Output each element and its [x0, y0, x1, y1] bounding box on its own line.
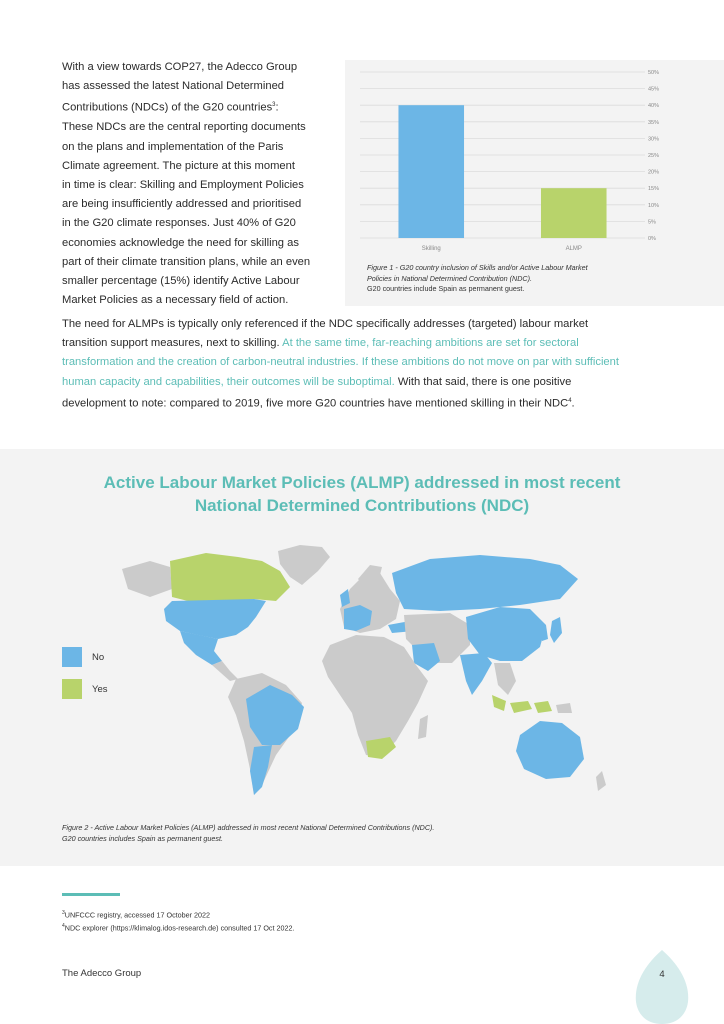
- map-region-china: [466, 607, 546, 661]
- footnotes: [62, 908, 295, 934]
- map-region-greenland: [278, 545, 330, 585]
- map-region-japan: [550, 617, 562, 643]
- legend-yes: [62, 679, 108, 699]
- y-tick-label: 10%: [648, 202, 660, 209]
- map-region-png: [556, 703, 572, 713]
- map-region-canada: [170, 553, 290, 601]
- map-title-line: Active Labour Market Policies (ALMP) addressed in most recent: [103, 473, 621, 492]
- caption-line: Figure 1 - G20 country inclusion of Skills and/or Active Labour Market: [367, 263, 588, 272]
- y-tick-label: 45%: [648, 86, 660, 93]
- y-tick-label: 0%: [648, 236, 656, 242]
- footnote-ref: 4: [568, 397, 572, 404]
- page-number: 4: [659, 969, 665, 980]
- map-region-australia: [516, 721, 584, 779]
- footnote-item: [62, 921, 295, 934]
- legend-label-yes: Yes: [92, 683, 108, 695]
- body-text: The need for ALMPs is typically only referenced if the NDC specifically addresses (targeted) labour market transition support measures, next to skilling.: [62, 318, 589, 350]
- intro-line: Climate agreement. The picture at this moment: [62, 159, 295, 172]
- intro-line: With a view towards COP27, the Adecco Group: [62, 61, 298, 73]
- map-region-usa: [164, 599, 266, 639]
- map-region-alaska: [122, 561, 172, 597]
- legend-swatch-yes: [62, 679, 82, 699]
- legend-no: [62, 647, 104, 667]
- footnote-text: NDC explorer (https://klimalog.idos-research.de) consulted 17 Oct 2022.: [64, 923, 295, 933]
- world-map: [0, 449, 724, 866]
- legend-label-no: No: [92, 651, 105, 663]
- footnote-item: [62, 908, 295, 921]
- bar-skilling: [398, 105, 464, 238]
- caption-line: Policies in National Determined Contribution (NDC).: [367, 273, 532, 283]
- map-region-africa: [322, 635, 428, 757]
- x-tick-label: ALMP: [565, 246, 582, 252]
- map-region-central-america: [212, 661, 238, 681]
- continuation-paragraph: [62, 315, 622, 414]
- figure-1-panel: [345, 60, 724, 306]
- intro-line: are being insufficiently addressed and prioritised: [62, 198, 302, 211]
- intro-paragraph: [62, 58, 337, 310]
- figure-1-caption: [367, 263, 667, 295]
- map-region-indonesia-1: [492, 695, 506, 711]
- intro-line: economies acknowledge the need for skilling as: [62, 236, 299, 249]
- map-region-se-asia: [494, 663, 516, 695]
- caption-line: Figure 2 - Active Labour Market Policies (ALMP) addressed in most recent National Determined Contributions (NDC).: [62, 823, 435, 832]
- y-tick-label: 35%: [648, 119, 660, 126]
- map-region-new-zealand: [596, 771, 606, 791]
- caption-line: G20 countries includes Spain as permanent guest.: [62, 834, 224, 843]
- map-section: [0, 449, 724, 866]
- y-tick-label: 20%: [648, 169, 660, 176]
- body-punct: .: [571, 397, 575, 410]
- y-tick-label: 5%: [648, 219, 656, 226]
- intro-line: Market Policies as a necessary field of action.: [62, 294, 289, 307]
- intro-line: has assessed the latest National Determined: [62, 80, 285, 93]
- map-region-russia: [392, 555, 578, 611]
- map-region-madagascar: [418, 715, 428, 739]
- map-title-line: National Determined Contributions (NDC): [194, 496, 530, 515]
- intro-line: Contributions (NDCs) of the G20 countries: [62, 102, 273, 115]
- y-tick-label: 40%: [648, 103, 660, 110]
- footnote-text: UNFCCC registry, accessed 17 October 2022: [64, 910, 211, 920]
- y-tick-label: 50%: [648, 70, 660, 76]
- intro-line: part of their climate transition plans, while an even: [62, 255, 311, 268]
- caption-line: G20 countries include Spain as permanent guest.: [367, 284, 525, 293]
- footer-organization: The Adecco Group: [62, 968, 142, 979]
- intro-line: in time is clear: Skilling and Employment Policies: [62, 178, 304, 191]
- intro-line: These NDCs are the central reporting documents: [62, 121, 306, 134]
- y-tick-label: 30%: [648, 136, 660, 143]
- bar-chart: [345, 60, 724, 260]
- page-leaf-icon: [632, 950, 692, 1024]
- highlighted-text: At the same time, far-reaching ambitions are set for sectoral transformation and the creation of carbon-neutral industries. If these ambitions do not move on par with sufficient human capacity and capabilities, their outcomes will be suboptimal.: [62, 337, 619, 388]
- map-region-indonesia-2: [510, 701, 532, 713]
- bar-almp: [541, 188, 607, 238]
- intro-line: on the plans and implementation of the Paris: [62, 140, 284, 153]
- x-tick-label: Skilling: [421, 246, 441, 252]
- footnote-ref: 3: [272, 102, 276, 109]
- intro-line: in the G20 climate responses. Just 40% of G20: [62, 217, 296, 230]
- legend-swatch-no: [62, 647, 82, 667]
- intro-line: smaller percentage (15%) identify Active Labour: [62, 274, 300, 287]
- figure-2-caption: [62, 822, 662, 844]
- body-text: With that said, there is one positive development to note: compared to 2019, five more G20 countries have mentioned skilling in their NDC: [62, 375, 572, 410]
- map-region-indonesia-3: [534, 701, 552, 713]
- y-tick-label: 15%: [648, 186, 660, 193]
- map-region-india: [460, 653, 492, 695]
- map-region-south-africa: [366, 737, 396, 759]
- footnote-number: 3: [62, 910, 65, 916]
- intro-punct: :: [275, 102, 279, 115]
- footnote-divider: [62, 893, 120, 896]
- y-tick-label: 25%: [648, 153, 660, 159]
- footnote-number: 4: [62, 922, 65, 929]
